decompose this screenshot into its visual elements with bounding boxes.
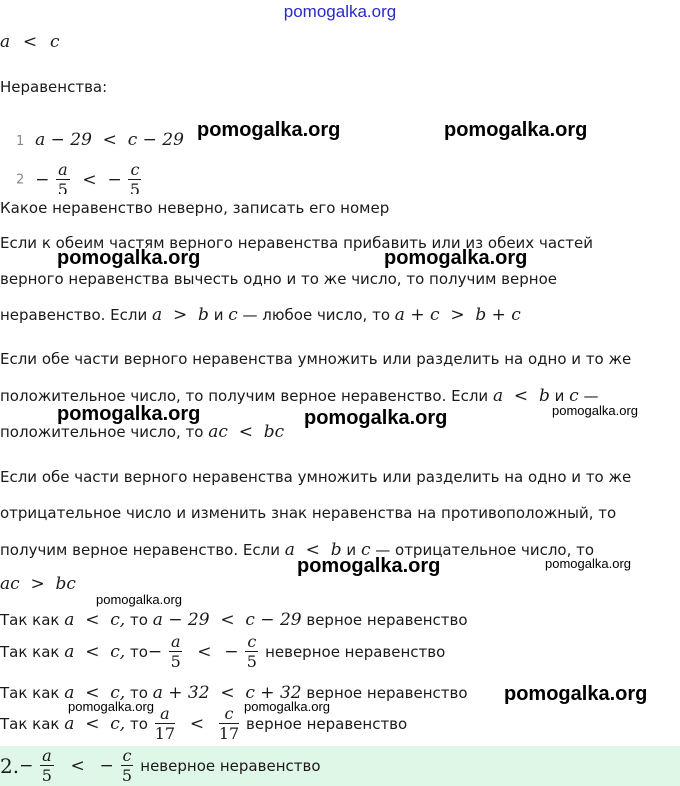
rule2-var: c — [569, 386, 579, 406]
fraction-numerator: a — [42, 748, 52, 765]
fraction — [128, 162, 141, 194]
answer-content — [0, 748, 321, 786]
check-op: < — [197, 642, 212, 662]
check-verdict: верное неравенство — [306, 611, 468, 629]
watermark: pomogalka.org — [304, 407, 448, 429]
rule2-line1: Если обе части верного неравенства умножить или разделить на одно и то же — [0, 350, 632, 368]
watermark: pomogalka.org — [57, 403, 201, 425]
rule3-result-expr: ac > bc — [0, 574, 76, 594]
rule2-result: ac < bc — [208, 422, 285, 442]
rule1-line3 — [0, 305, 521, 325]
rule1-line2: верного неравенства вычесть одно и то же число, то получим верное — [0, 270, 557, 288]
watermark: pomogalka.org — [197, 119, 341, 141]
answer-number: 2. — [0, 754, 20, 778]
given-left: a — [0, 32, 11, 52]
question-text: Какое неравенство неверно, записать его номер — [0, 199, 390, 217]
check-4 — [0, 706, 407, 742]
inequality-item-1 — [16, 130, 184, 150]
fraction-denominator: 5 — [121, 766, 133, 785]
fraction-denominator: 5 — [129, 180, 141, 194]
check-cond: a < c, — [64, 642, 126, 662]
rule3-text: получим верное неравенство. Если — [0, 541, 280, 559]
fraction-numerator: a — [170, 632, 181, 651]
inequality-item-2 — [16, 162, 143, 194]
check-cond: a < c, — [64, 714, 126, 734]
watermark: pomogalka.org — [297, 555, 441, 577]
check-verdict: неверное неравенство — [265, 643, 446, 661]
answer-verdict: неверное неравенство — [140, 757, 321, 775]
item-sign: − — [107, 170, 122, 190]
fraction-numerator: c — [122, 748, 132, 765]
check-prefix: Так как — [0, 643, 60, 661]
watermark-small: pomogalka.org — [68, 699, 154, 714]
fraction — [219, 706, 239, 742]
fraction — [245, 634, 258, 670]
given-right: c — [49, 32, 60, 52]
watermark: pomogalka.org — [504, 683, 648, 705]
inequalities-label: Неравенства: — [0, 78, 108, 96]
rule3-result — [0, 574, 76, 594]
site-watermark: pomogalka.org — [283, 2, 397, 21]
fraction-denominator: 5 — [246, 652, 257, 671]
fraction — [169, 634, 183, 670]
check-to: то — [129, 643, 148, 661]
fraction-numerator: a — [155, 706, 175, 724]
fraction-numerator: c — [130, 162, 140, 179]
answer-neg: − — [99, 756, 114, 776]
item-number: 1 — [16, 134, 25, 149]
check-op: < — [189, 714, 205, 734]
rule3-line1: Если обе части верного неравенства умножить или разделить на одно и то же — [0, 468, 632, 486]
fraction-denominator: 5 — [170, 652, 181, 671]
rule2-cond: a < b — [492, 386, 550, 406]
watermark: pomogalka.org — [444, 119, 588, 141]
fraction — [155, 706, 175, 742]
watermark-small: pomogalka.org — [545, 556, 631, 571]
fraction-denominator: 17 — [154, 724, 176, 743]
rule2-text: положительное число, то — [0, 423, 204, 441]
fraction-denominator: 5 — [41, 766, 52, 785]
rule3-line2: отрицательное число и изменить знак неравенства на противоположный, то — [0, 504, 617, 522]
rule1-cond: a > b — [152, 305, 209, 325]
check-to: то — [129, 715, 148, 733]
rule1-and: и — [213, 306, 224, 324]
fraction — [56, 162, 70, 194]
check-expr: a − 29 < c − 29 — [152, 610, 302, 630]
check-cond: a < c, — [64, 610, 126, 630]
fraction-numerator: a — [58, 162, 68, 179]
watermark: pomogalka.org — [384, 247, 528, 269]
check-expr: a + 32 < c + 32 — [152, 683, 302, 703]
fraction — [40, 748, 54, 784]
item-right: c − 29 — [127, 130, 184, 150]
item-left: a − 29 — [35, 130, 92, 150]
rule3-negative: — отрицательное число, то — [375, 541, 595, 559]
check-prefix: Так как — [0, 715, 60, 733]
rule2-dash: — — [583, 387, 599, 405]
watermark: pomogalka.org — [57, 247, 201, 269]
rule1-var: c — [228, 305, 238, 325]
fraction-denominator: 17 — [218, 724, 240, 743]
check-to: то — [129, 611, 148, 629]
check-prefix: Так как — [0, 611, 60, 629]
rule1-line1: Если к обеим частям верного неравенства прибавить или из обеих частей — [0, 234, 593, 252]
check-1 — [0, 610, 468, 630]
rule1-text: неравенство. Если — [0, 306, 148, 324]
fraction-denominator: 5 — [57, 180, 68, 194]
rule1-result: a + c > b + c — [394, 305, 521, 325]
fraction-numerator: c — [247, 632, 257, 651]
item-number: 2 — [16, 172, 25, 188]
item-sign: − — [35, 170, 50, 190]
item-op: < — [82, 170, 97, 190]
answer-op: < — [70, 756, 85, 776]
watermark-small: pomogalka.org — [96, 592, 182, 607]
check-2 — [0, 634, 445, 670]
check-verdict: верное неравенство — [306, 684, 468, 702]
given-op: < — [22, 32, 38, 52]
answer-box — [0, 746, 680, 786]
check-verdict: верное неравенство — [246, 715, 408, 733]
rule2-text: положительное число, то получим верное неравенство. Если — [0, 387, 489, 405]
check-neg: − — [224, 642, 239, 662]
answer-neg: − — [19, 756, 34, 776]
watermark-small: pomogalka.org — [552, 403, 638, 418]
rule3-var: c — [360, 540, 371, 560]
item-op: < — [102, 130, 117, 150]
fraction — [121, 748, 134, 784]
rule3-cond: a < b — [284, 540, 342, 560]
watermark-small: pomogalka.org — [244, 699, 330, 714]
check-cond: a < c, — [64, 683, 126, 703]
check-prefix: Так как — [0, 684, 60, 702]
check-to: то — [129, 684, 148, 702]
given-inequality — [0, 32, 59, 52]
rule1-any: — любое число, то — [242, 306, 391, 324]
fraction-numerator: c — [219, 706, 239, 724]
rule2-and: и — [554, 387, 565, 405]
check-neg: − — [147, 642, 163, 662]
rule3-and: и — [346, 541, 357, 559]
